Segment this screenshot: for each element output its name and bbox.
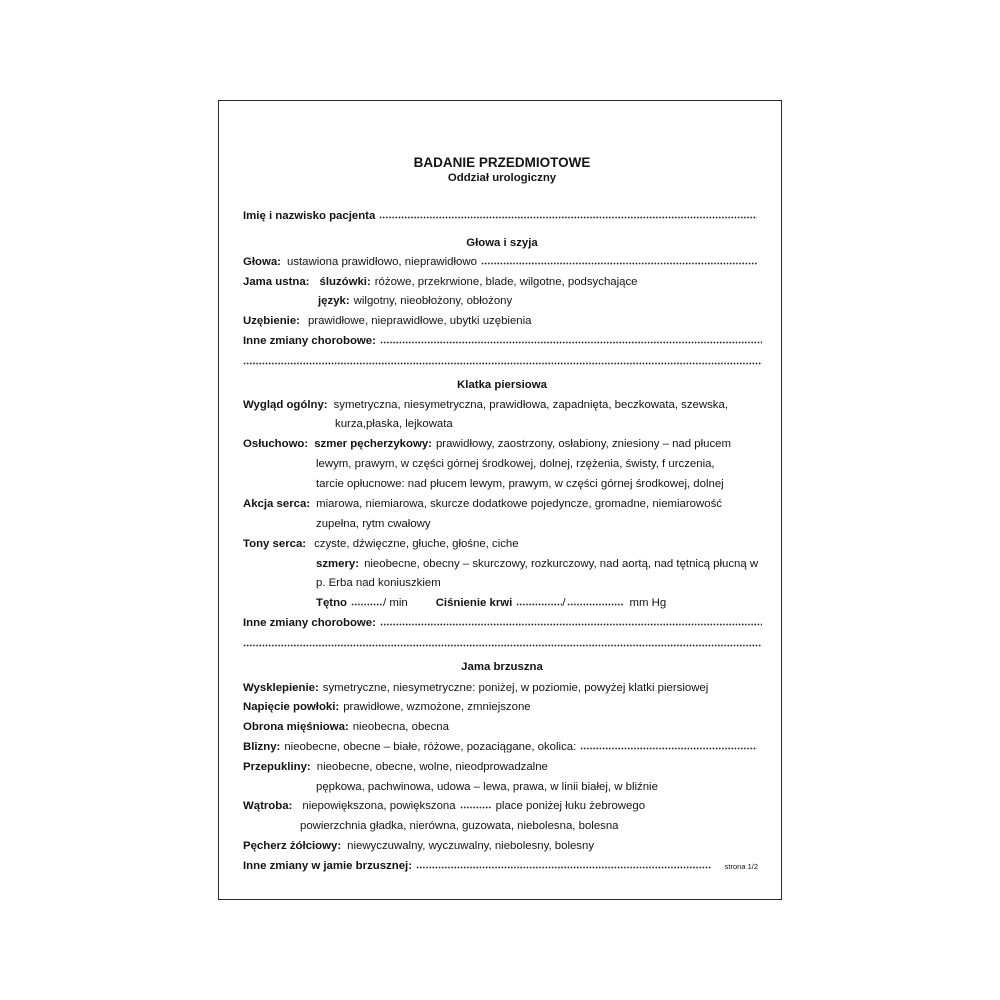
blood-pressure-separator: / <box>562 597 566 609</box>
heart-action-row <box>243 497 760 511</box>
teeth-options: prawidłowe, nieprawidłowe, ubytki uzębienia <box>307 315 532 327</box>
form-title: BADANIE PRZEDMIOTOWE <box>413 155 591 170</box>
teeth-label: Uzębienie: <box>243 315 300 327</box>
hernia-options-cont: pępkowa, pachwinowa, udowa – lewa, prawa, w linii białej, w bliźnie <box>316 781 658 793</box>
heart-sounds-label: Tony serca: <box>243 538 307 550</box>
chest-extra-fill-line <box>243 644 762 647</box>
liver-surface-row <box>300 819 817 833</box>
mucosa-label: śluzówki: <box>319 276 371 288</box>
appearance-options-cont: kurza,płaska, lejkowata <box>335 418 453 430</box>
head-fill-line <box>481 262 757 265</box>
head-row <box>243 255 757 269</box>
liver-label: Wątroba: <box>243 800 293 812</box>
murmurs-label: szmery: <box>316 558 360 570</box>
gallbladder-row <box>243 839 760 853</box>
auscultation-label: Osłuchowo: <box>243 438 309 450</box>
gallbladder-label: Pęcherz żółciowy: <box>243 840 342 852</box>
head-options: ustawiona prawidłowo, nieprawidłowo <box>286 256 477 268</box>
teeth-row <box>243 314 760 328</box>
liver-row <box>243 799 760 813</box>
scars-label: Blizny: <box>243 741 281 753</box>
heart-action-options: miarowa, niemiarowa, skurcze dodatkowe pojedyncze, gromadne, niemiarowość <box>316 498 722 510</box>
patient-name-label: Imię i nazwisko pacjenta <box>243 210 376 222</box>
murmurs-row-cont <box>316 576 833 590</box>
appearance-row <box>243 398 760 412</box>
abdominal-tension-options: prawidłowe, wzmożone, zmniejszone <box>343 701 531 713</box>
heart-sounds-row <box>243 537 760 551</box>
systolic-fill-line <box>516 603 562 606</box>
section-heading-abdomen: Jama brzuszna <box>461 661 543 673</box>
head-extra-fill-line <box>243 362 762 365</box>
heart-sounds-options: czyste, dźwięczne, głuche, głośne, ciche <box>314 538 519 550</box>
patient-name-row <box>243 209 757 223</box>
heart-action-label: Akcja serca: <box>243 498 311 510</box>
diastolic-fill-line <box>567 603 624 606</box>
scars-row <box>243 740 757 754</box>
head-label: Głowa: <box>243 256 281 268</box>
pulse-fill-line <box>351 603 383 606</box>
appearance-label: Wygląd ogólny: <box>243 399 328 411</box>
liver-size-fill-line <box>460 806 492 809</box>
chest-other-changes-label: Inne zmiany chorobowe: <box>243 617 376 629</box>
appearance-options: symetryczna, niesymetryczna, prawidłowa, zapadnięta, beczkowata, szewska, <box>333 399 729 411</box>
blood-pressure-label: Ciśnienie krwi <box>435 597 513 609</box>
mouth-row <box>243 275 760 289</box>
mucosa-options: różowe, przekrwione, blade, wilgotne, podsychające <box>374 276 638 288</box>
gallbladder-options: niewyczuwalny, wyczuwalny, niebolesny, bolesny <box>347 840 595 852</box>
liver-surface-options: powierzchnia gładka, nierówna, guzowata, niebolesna, bolesna <box>300 820 619 832</box>
hernia-label: Przepukliny: <box>243 761 311 773</box>
abdomen-dome-label: Wysklepienie: <box>243 682 319 694</box>
mouth-label: Jama ustna: <box>243 276 310 288</box>
section-heading-chest: Klatka piersiowa <box>457 379 547 391</box>
vitals-row <box>316 596 760 610</box>
heart-action-options-cont: zupełna, rytm cwałowy <box>316 518 431 530</box>
chest-other-changes-row <box>243 616 762 630</box>
head-other-changes-label: Inne zmiany chorobowe: <box>243 335 376 347</box>
breath-sound-options: prawidłowy, zaostrzony, osłabiony, zniesiony – nad płucem <box>435 438 731 450</box>
pleural-rub-options: tarcie opłucnowe: nad płucem lewym, prawym, w części górnej środkowej, dolnej <box>316 478 724 490</box>
head-other-changes-fill-line <box>380 341 762 344</box>
hernia-row-cont <box>316 780 833 794</box>
chest-other-changes-fill-line <box>380 623 762 626</box>
liver-options-cont: place poniżej łuku żebrowego <box>495 800 646 812</box>
form-subtitle: Oddział urologiczny <box>447 172 557 184</box>
murmurs-options: nieobecne, obecny – skurczowy, rozkurczowy, nad aortą, nad tętnicą płucną w <box>364 558 759 570</box>
abdominal-tension-label: Napięcie powłoki: <box>243 701 340 713</box>
patient-name-fill-line <box>379 216 757 219</box>
breath-sound-label: szmer pęcherzykowy: <box>314 438 432 450</box>
abdomen-other-changes-label: Inne zmiany w jamie brzusznej: <box>243 860 413 872</box>
tongue-label: język: <box>318 295 350 307</box>
breath-sound-options-cont: lewym, prawym, w części górnej środkowej, dolnej, rzężenia, świsty, f urczenia, <box>316 458 715 470</box>
head-other-changes-row <box>243 334 762 348</box>
page-number: strona 1/2 <box>724 862 758 871</box>
appearance-row-cont <box>335 417 852 431</box>
muscle-guarding-row <box>243 720 760 734</box>
murmurs-row <box>316 557 776 571</box>
muscle-guarding-options: nieobecna, obecna <box>352 721 449 733</box>
liver-options: niepowiększona, powiększona <box>302 800 456 812</box>
tongue-row <box>318 294 835 308</box>
scars-options: nieobecne, obecne – białe, różowe, pozaciągane, okolica: <box>284 741 577 753</box>
tongue-options: wilgotny, nieobłożony, obłożony <box>353 295 513 307</box>
pulse-label: Tętno <box>316 597 348 609</box>
muscle-guarding-label: Obrona mięśniowa: <box>243 721 349 733</box>
pulse-unit: / min <box>383 597 408 609</box>
hernia-options: nieobecne, obecne, wolne, nieodprowadzalne <box>316 761 548 773</box>
murmurs-options-cont: p. Erba nad koniuszkiem <box>316 577 441 589</box>
auscultation-row-cont-1 <box>316 457 833 471</box>
auscultation-row-cont-2 <box>316 477 833 491</box>
section-heading-head-neck: Głowa i szyja <box>466 237 538 249</box>
scars-location-fill-line <box>580 747 757 750</box>
abdomen-dome-options: symetryczne, niesymetryczne: poniżej, w poziomie, powyżej klatki piersiowej <box>322 682 709 694</box>
abdomen-other-changes-row <box>243 859 758 874</box>
heart-action-row-cont <box>316 517 833 531</box>
hernia-row <box>243 760 760 774</box>
abdomen-dome-row <box>243 681 760 695</box>
abdomen-other-changes-fill-line <box>416 866 711 869</box>
auscultation-row <box>243 437 760 451</box>
blood-pressure-unit: mm Hg <box>629 597 667 609</box>
abdominal-tension-row <box>243 700 760 714</box>
